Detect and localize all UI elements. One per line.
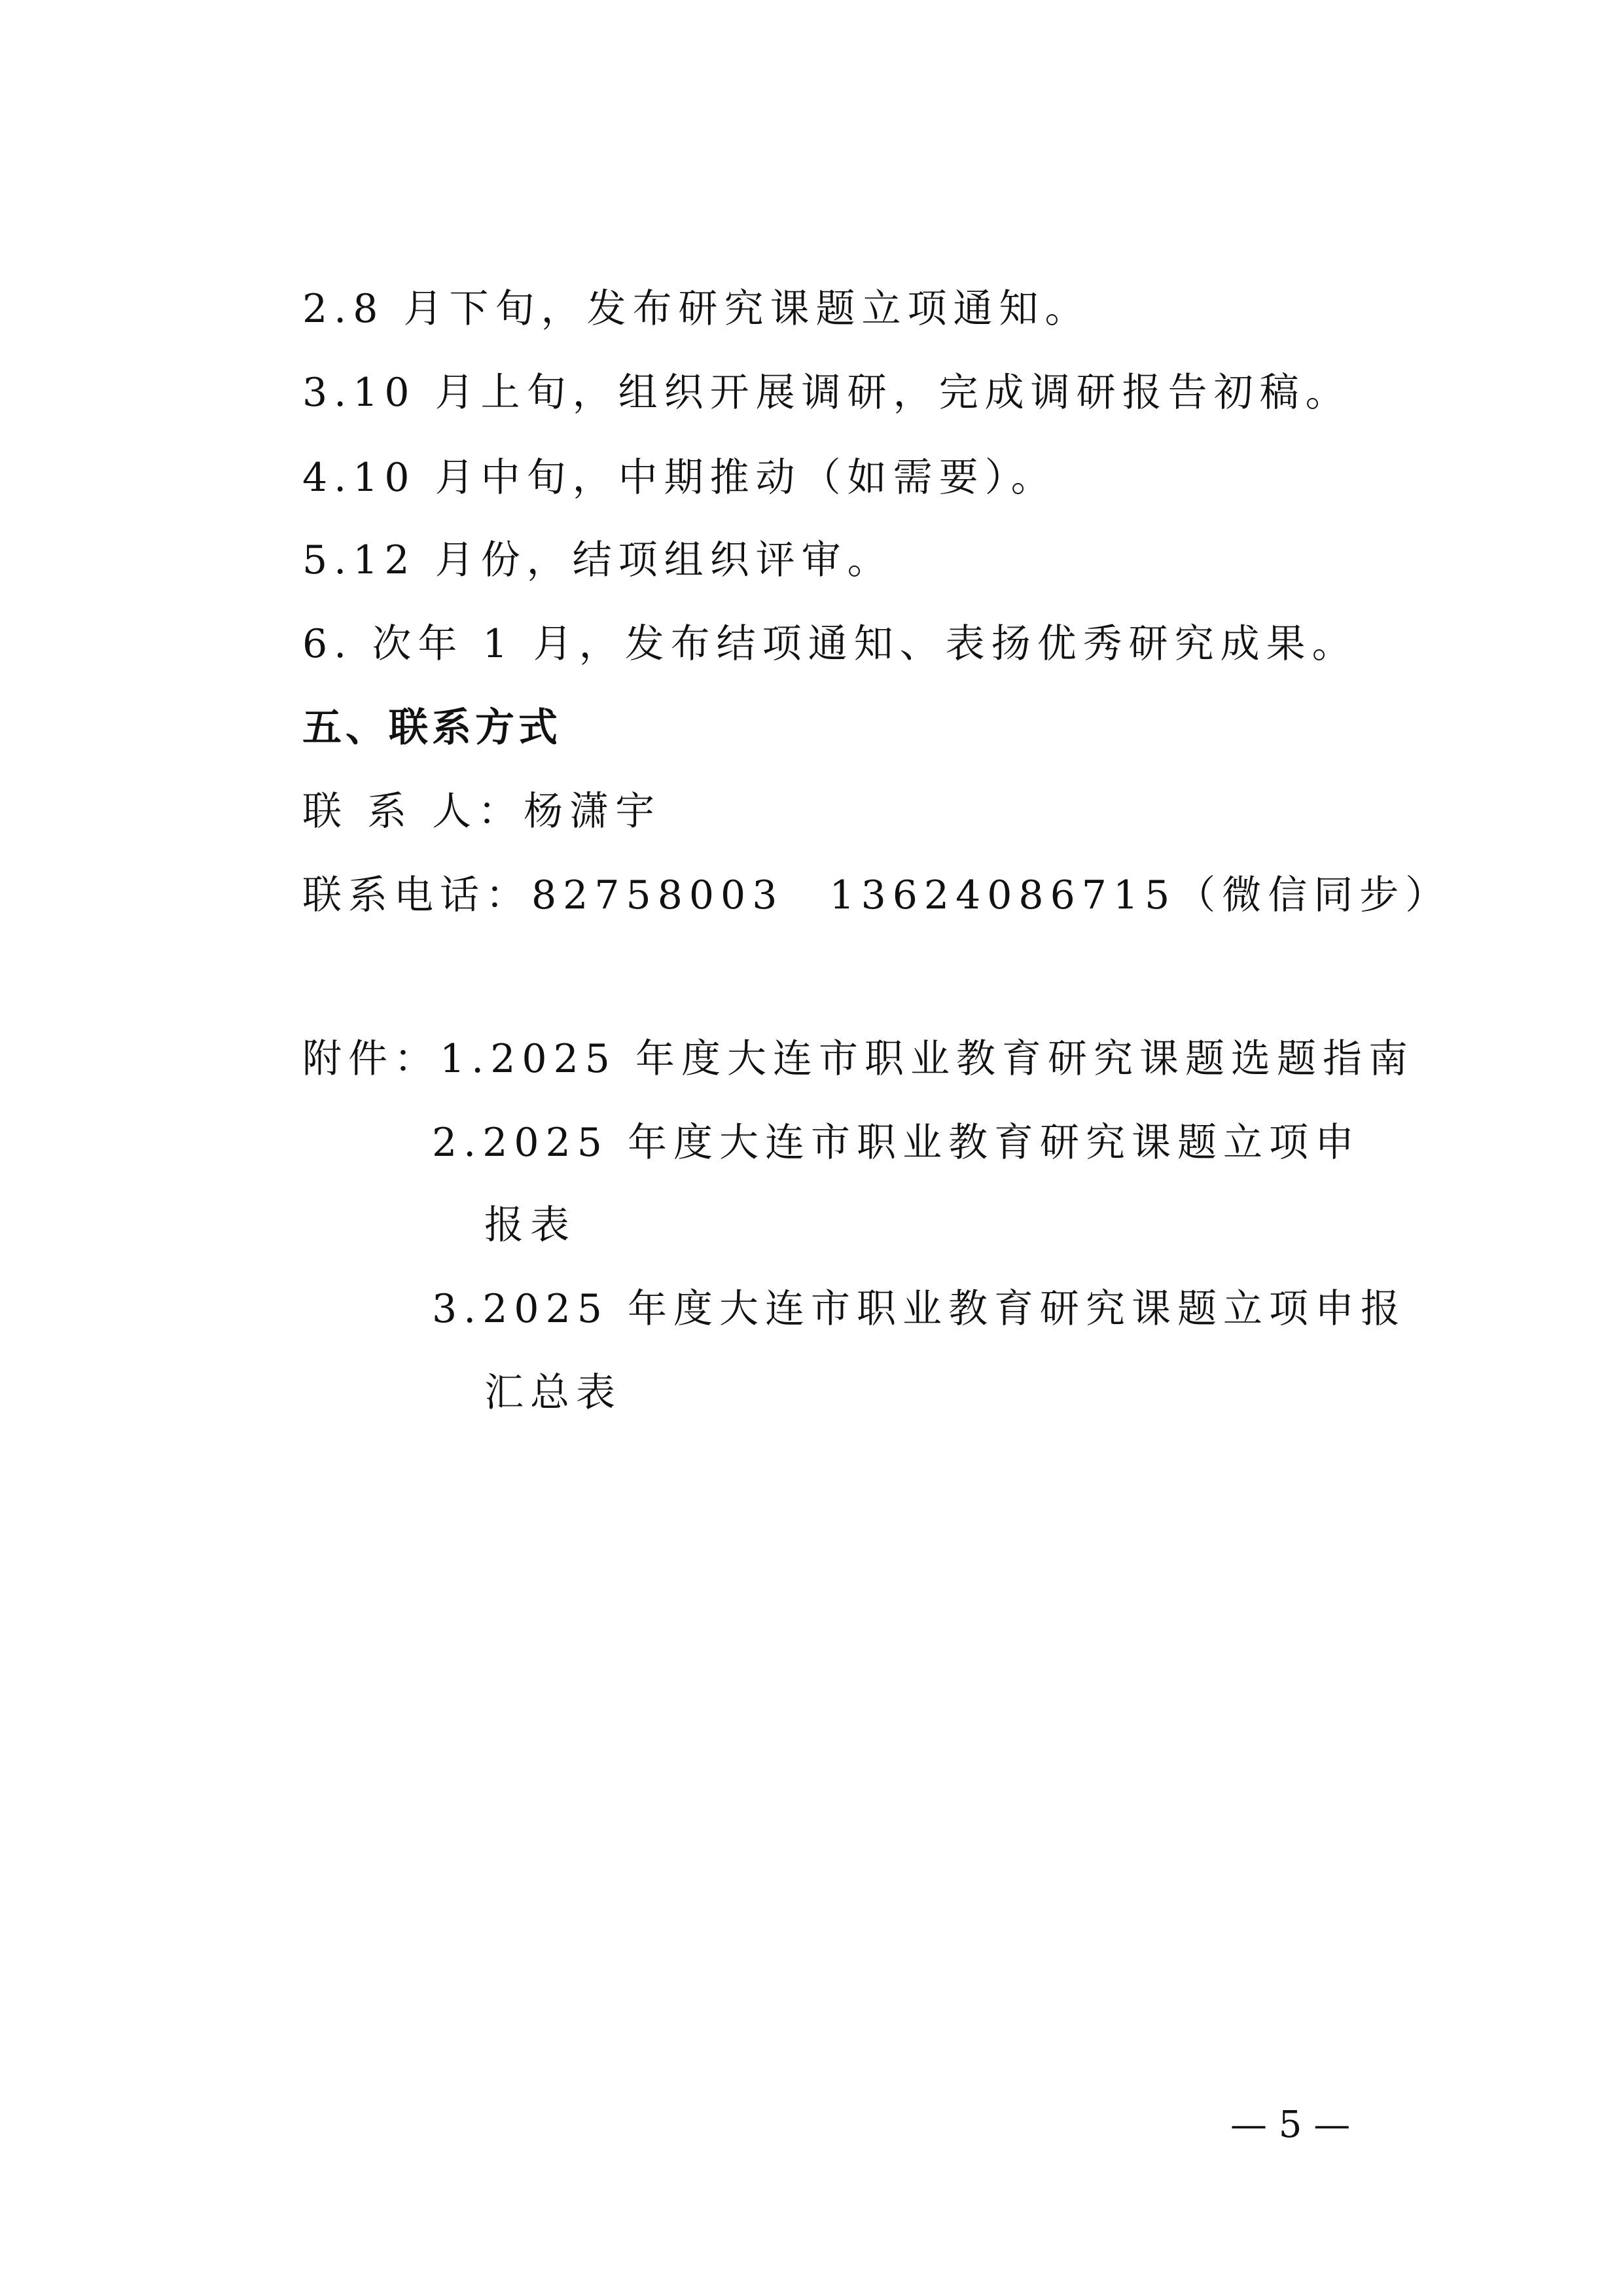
- schedule-item-2: 2.8 月下旬，发布研究课题立项通知。: [302, 286, 1091, 332]
- page-number: — 5 —: [1230, 2104, 1351, 2146]
- schedule-item-3: 3.10 月上旬，组织开展调研，完成调研报告初稿。: [302, 370, 1351, 416]
- schedule-item-5: 5.12 月份，结项组织评审。: [302, 537, 893, 583]
- schedule-item-6: 6. 次年 1 月，发布结项通知、表扬优秀研究成果。: [302, 621, 1358, 667]
- schedule-item-4: 4.10 月中旬，中期推动（如需要）。: [302, 455, 1057, 501]
- attachment-3-continued: 汇总表: [484, 1370, 622, 1416]
- contact-phone: 联系电话：82758003 13624086715（微信同步）: [302, 872, 1452, 918]
- attachment-1: 附件：1.2025 年度大连市职业教育研究课题选题指南: [302, 1036, 1415, 1082]
- contact-heading: 五、联系方式: [302, 705, 562, 751]
- attachment-2-continued: 报表: [484, 1202, 576, 1248]
- attachment-3: 3.2025 年度大连市职业教育研究课题立项申报: [432, 1286, 1407, 1332]
- attachment-2: 2.2025 年度大连市职业教育研究课题立项申: [432, 1120, 1361, 1166]
- contact-person: 联 系 人：杨潇宇: [302, 789, 662, 834]
